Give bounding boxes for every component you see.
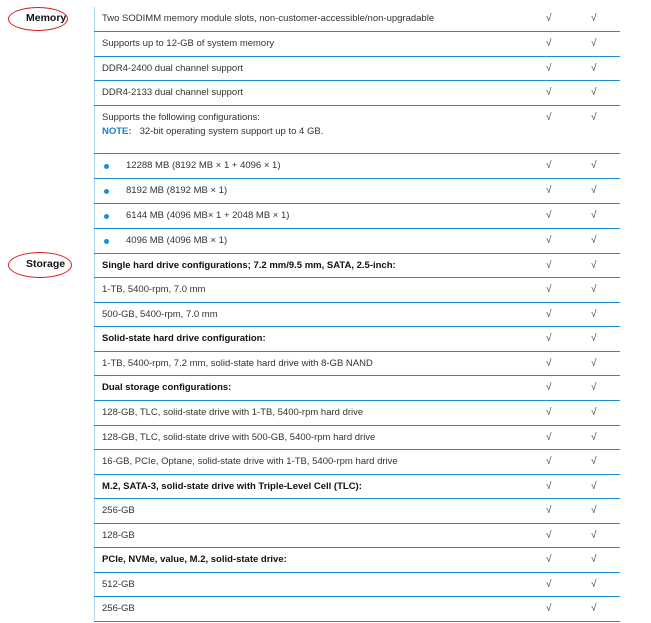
table-row — [94, 327, 620, 352]
row-text: 12288 MB (8192 MB × 1 + 4096 × 1) — [126, 160, 281, 171]
table-row — [94, 548, 620, 573]
check-mark: √ — [591, 38, 597, 49]
check-mark: √ — [591, 13, 597, 24]
table-row — [94, 204, 620, 229]
row-text: 1-TB, 5400-rpm, 7.0 mm — [102, 284, 206, 295]
check-mark: √ — [591, 456, 597, 467]
table-row — [94, 352, 620, 376]
row-text: Solid-state hard drive configuration: — [102, 333, 266, 344]
check-mark: √ — [546, 63, 552, 74]
table-row — [94, 426, 620, 450]
bullet-icon — [104, 214, 109, 219]
check-mark: √ — [546, 603, 552, 614]
check-mark: √ — [546, 160, 552, 171]
check-mark: √ — [591, 309, 597, 320]
table-row — [94, 154, 620, 179]
table-row — [94, 524, 620, 548]
check-mark: √ — [591, 235, 597, 246]
table-row — [94, 32, 620, 57]
row-text: DDR4-2400 dual channel support — [102, 63, 244, 74]
table-row — [94, 278, 620, 303]
table-row — [94, 597, 620, 622]
check-mark: √ — [591, 260, 597, 271]
check-mark: √ — [591, 579, 597, 590]
check-mark: √ — [546, 210, 552, 221]
table-row — [94, 81, 620, 106]
row-text: 128-GB, TLC, solid-state drive with 500-GB, 5400-rpm hard drive — [102, 432, 376, 443]
check-mark: √ — [546, 382, 552, 393]
check-mark: √ — [546, 112, 552, 123]
row-text: 6144 MB (4096 MB× 1 + 2048 MB × 1) — [126, 210, 290, 221]
check-mark: √ — [546, 554, 552, 565]
section-label-memory: Memory — [26, 12, 67, 24]
row-text: Supports the following configurations: — [102, 112, 260, 123]
check-mark: √ — [546, 530, 552, 541]
row-text: 8192 MB (8192 MB × 1) — [126, 185, 228, 196]
check-mark: √ — [546, 432, 552, 443]
table-row — [94, 106, 620, 154]
note — [102, 126, 323, 137]
check-mark: √ — [546, 481, 552, 492]
table-row — [94, 57, 620, 81]
check-mark: √ — [591, 185, 597, 196]
row-text: M.2, SATA-3, solid-state drive with Triple-Level Cell (TLC): — [102, 481, 362, 492]
check-mark: √ — [591, 481, 597, 492]
note-label: NOTE: — [102, 126, 132, 137]
row-text: 128-GB — [102, 530, 135, 541]
row-text: Single hard drive configurations; 7.2 mm/9.5 mm, SATA, 2.5-inch: — [102, 260, 396, 271]
check-mark: √ — [591, 554, 597, 565]
row-text: 256-GB — [102, 505, 135, 516]
check-mark: √ — [591, 603, 597, 614]
table-row — [94, 475, 620, 499]
row-text: 256-GB — [102, 603, 135, 614]
check-mark: √ — [591, 432, 597, 443]
check-mark: √ — [591, 284, 597, 295]
table-row — [94, 573, 620, 597]
row-text: 500-GB, 5400-rpm, 7.0 mm — [102, 309, 218, 320]
check-mark: √ — [546, 333, 552, 344]
check-mark: √ — [591, 112, 597, 123]
row-text: Dual storage configurations: — [102, 382, 232, 393]
row-text: 4096 MB (4096 MB × 1) — [126, 235, 228, 246]
check-mark: √ — [591, 358, 597, 369]
check-mark: √ — [546, 260, 552, 271]
section-label-storage: Storage — [26, 258, 66, 270]
check-mark: √ — [591, 210, 597, 221]
check-mark: √ — [591, 382, 597, 393]
check-mark: √ — [546, 579, 552, 590]
table-row — [94, 499, 620, 524]
bullet-icon — [104, 164, 109, 169]
check-mark: √ — [546, 185, 552, 196]
table-row — [94, 303, 620, 327]
note-text: 32-bit operating system support up to 4 GB. — [139, 126, 324, 137]
check-mark: √ — [591, 505, 597, 516]
check-mark: √ — [591, 160, 597, 171]
check-mark: √ — [546, 235, 552, 246]
table-row — [94, 376, 620, 401]
row-text: Supports up to 12-GB of system memory — [102, 38, 275, 49]
row-text: 1-TB, 5400-rpm, 7.2 mm, solid-state hard drive with 8-GB NAND — [102, 358, 373, 369]
check-mark: √ — [546, 38, 552, 49]
table-row — [94, 7, 620, 32]
table-row — [94, 450, 620, 475]
bullet-icon — [104, 189, 109, 194]
check-mark: √ — [546, 13, 552, 24]
table-row — [94, 179, 620, 204]
row-text: Two SODIMM memory module slots, non-customer-accessible/non-upgradable — [102, 13, 435, 24]
check-mark: √ — [546, 407, 552, 418]
bullet-icon — [104, 239, 109, 244]
check-mark: √ — [591, 407, 597, 418]
check-mark: √ — [546, 284, 552, 295]
spec-table — [94, 7, 620, 622]
row-text: 512-GB — [102, 579, 135, 590]
row-text: 128-GB, TLC, solid-state drive with 1-TB, 5400-rpm hard drive — [102, 407, 364, 418]
check-mark: √ — [591, 530, 597, 541]
check-mark: √ — [546, 456, 552, 467]
row-text: DDR4-2133 dual channel support — [102, 87, 244, 98]
check-mark: √ — [591, 87, 597, 98]
table-row — [94, 401, 620, 426]
check-mark: √ — [546, 87, 552, 98]
row-text: PCIe, NVMe, value, M.2, solid-state drive: — [102, 554, 287, 565]
check-mark: √ — [591, 333, 597, 344]
check-mark: √ — [546, 358, 552, 369]
check-mark: √ — [546, 309, 552, 320]
table-row — [94, 229, 620, 254]
check-mark: √ — [591, 63, 597, 74]
row-text: 16-GB, PCIe, Optane, solid-state drive with 1-TB, 5400-rpm hard drive — [102, 456, 398, 467]
check-mark: √ — [546, 505, 552, 516]
table-row — [94, 254, 620, 278]
